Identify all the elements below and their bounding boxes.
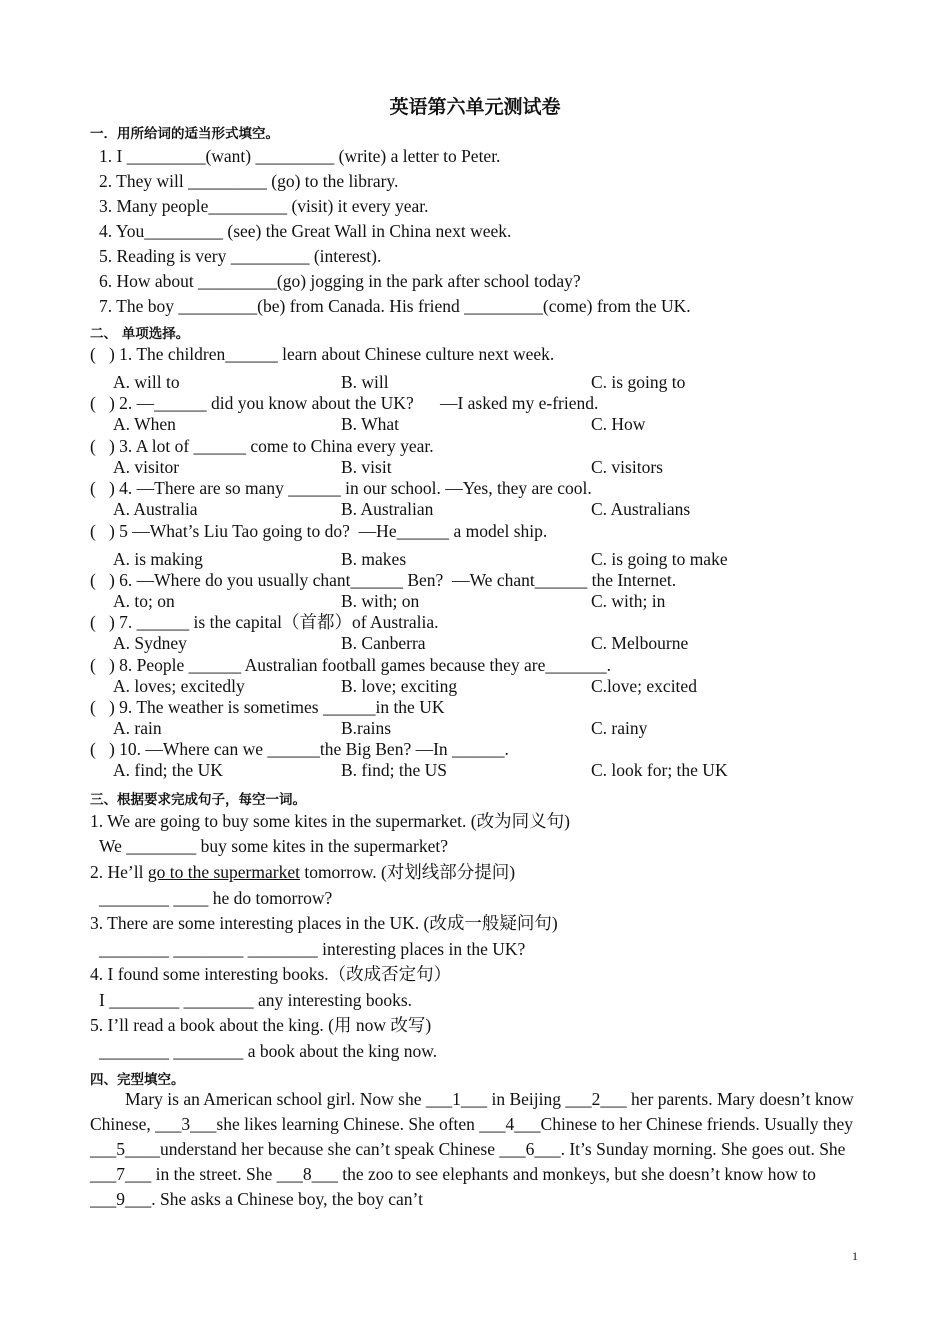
fill-item: 5. Reading is very _________ (interest). — [99, 246, 382, 266]
mc-question-stem: ( ) 10. —Where can we ______the Big Ben? —In ______. — [90, 739, 509, 759]
mc-option-b: B. Canberra — [341, 633, 426, 653]
mc-option-c: C. with; in — [591, 591, 666, 611]
mc-option-c: C. look for; the UK — [591, 760, 728, 780]
mc-question-stem: ( ) 3. A lot of ______ come to China every year. — [90, 436, 434, 456]
rewrite-prompt: 5. I’ll read a book about the king. (用 now 改写) — [90, 1015, 432, 1035]
mc-question-stem: ( ) 1. The children______ learn about Chinese culture next week. — [90, 344, 555, 364]
mc-question-stem: ( ) 7. ______ is the capital（首都）of Australia. — [90, 612, 439, 632]
underlined-phrase: go to the supermarket — [147, 862, 300, 882]
prompt-text: 2. He’ll — [90, 862, 148, 882]
mc-option-a: A. Sydney — [113, 633, 187, 653]
rewrite-answer-line: ________ ________ ________ interesting places in the UK? — [99, 939, 526, 959]
mc-question-stem: ( ) 2. —______ did you know about the UK? —I asked my e-friend. — [90, 393, 599, 413]
mc-option-c: C. is going to make — [591, 549, 728, 569]
mc-option-c: C.love; excited — [591, 676, 697, 696]
mc-option-b: B. love; exciting — [341, 676, 458, 696]
fill-item: 3. Many people_________ (visit) it every year. — [99, 196, 429, 216]
mc-option-a: A. visitor — [113, 457, 180, 477]
prompt-text: tomorrow. (对划线部分提问) — [299, 862, 516, 882]
mc-option-b: B.rains — [341, 718, 392, 738]
mc-option-a: A. is making — [113, 549, 203, 569]
mc-question-stem: ( ) 4. —There are so many ______ in our school. —Yes, they are cool. — [90, 478, 592, 498]
mc-option-c: C. is going to — [591, 372, 686, 392]
rewrite-prompt: 3. There are some interesting places in the UK. (改成一般疑问句) — [90, 913, 558, 933]
mc-option-a: A. loves; excitedly — [113, 676, 245, 696]
mc-question-stem: ( ) 6. —Where do you usually chant______ Ben? —We chant______ the Internet. — [90, 570, 677, 590]
mc-option-b: B. What — [341, 414, 400, 434]
fill-item: 6. How about _________(go) jogging in the park after school today? — [99, 271, 581, 291]
mc-option-a: A. find; the UK — [113, 760, 223, 780]
mc-question-stem: ( ) 9. The weather is sometimes ______in the UK — [90, 697, 445, 717]
section1-heading: 一．用所给词的适当形式填空。 — [90, 126, 279, 142]
mc-option-c: C. Australians — [591, 499, 691, 519]
cloze-paragraph: Mary is an American school girl. Now she ___1___ in Beijing ___2___ her parents. Mary doesn’t know Chinese, ___3___she likes learning Chinese. She often ___4___Chinese to her Chinese friends. Usually they ___5____understand her because she can’t speak Chinese ___6___. It’s Sunday morning. She goes out. She ___7___ in the street. She ___8___ the zoo to see elephants and monkeys, but she doesn’t know how to ___9___. She asks a Chinese boy, the boy can’t — [90, 1089, 859, 1209]
rewrite-prompt — [90, 861, 515, 883]
section3-heading: 三、根据要求完成句子，每空一词。 — [90, 792, 306, 808]
fill-item: 1. I _________(want) _________ (write) a letter to Peter. — [99, 146, 501, 166]
rewrite-answer-line: We ________ buy some kites in the supermarket? — [99, 836, 449, 856]
mc-option-c: C. Melbourne — [591, 633, 689, 653]
mc-option-a: A. When — [113, 414, 176, 434]
mc-option-a: A. will to — [113, 372, 180, 392]
rewrite-answer-line: I ________ ________ any interesting books. — [99, 990, 413, 1010]
mc-option-b: B. visit — [341, 457, 392, 477]
mc-option-c: C. rainy — [591, 718, 648, 738]
mc-option-b: B. will — [341, 372, 389, 392]
mc-option-a: A. Australia — [113, 499, 198, 519]
mc-question-stem: ( ) 8. People ______ Australian football games because they are_______. — [90, 655, 611, 675]
mc-question-stem: ( ) 5 —What’s Liu Tao going to do? —He______ a model ship. — [90, 521, 548, 541]
mc-option-b: B. Australian — [341, 499, 434, 519]
section2-heading: 二、 单项选择。 — [90, 326, 190, 342]
rewrite-answer-line: ________ ____ he do tomorrow? — [99, 888, 333, 908]
mc-option-b: B. find; the US — [341, 760, 447, 780]
mc-option-b: B. makes — [341, 549, 407, 569]
fill-item: 2. They will _________ (go) to the library. — [99, 171, 399, 191]
page-number: 1 — [852, 1249, 858, 1263]
rewrite-prompt: 1. We are going to buy some kites in the supermarket. (改为同义句) — [90, 811, 570, 831]
page-title: 英语第六单元测试卷 — [389, 96, 561, 118]
rewrite-prompt: 4. I found some interesting books.（改成否定句） — [90, 964, 452, 984]
section4-heading: 四、完型填空。 — [90, 1072, 185, 1088]
mc-option-a: A. to; on — [113, 591, 175, 611]
mc-option-c: C. visitors — [591, 457, 663, 477]
mc-option-c: C. How — [591, 414, 646, 434]
fill-item: 7. The boy _________(be) from Canada. His friend _________(come) from the UK. — [99, 296, 691, 316]
fill-item: 4. You_________ (see) the Great Wall in China next week. — [99, 221, 512, 241]
mc-option-b: B. with; on — [341, 591, 420, 611]
mc-option-a: A. rain — [113, 718, 162, 738]
rewrite-answer-line: ________ ________ a book about the king now. — [99, 1041, 438, 1061]
